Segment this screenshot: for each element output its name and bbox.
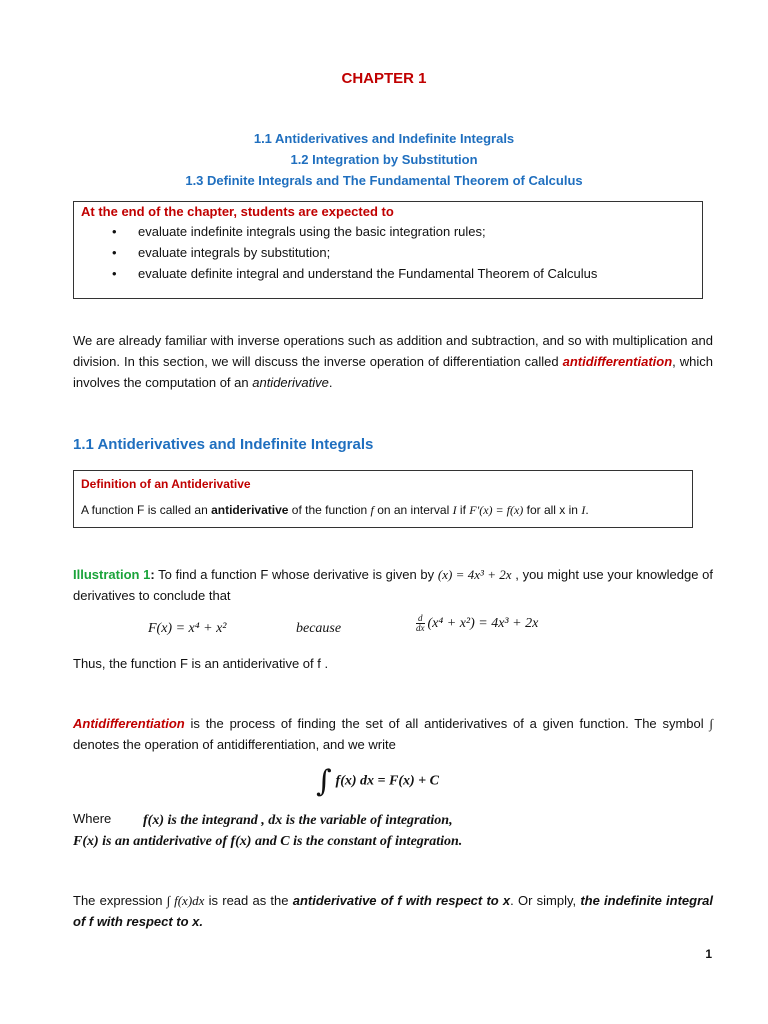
bullet-icon: •	[112, 245, 117, 260]
thus-sentence: Thus, the function F is an antiderivative of f .	[73, 656, 329, 671]
illustration-label: Illustration 1	[73, 567, 151, 582]
integral-symbol: ∫	[316, 764, 332, 799]
objective-item: • evaluate definite integral and understand the Fundamental Theorem of Calculus	[112, 266, 598, 281]
intro-paragraph: We are already familiar with inverse operations such as addition and subtraction, and so with multiplication and division. In this section, we will discuss the inverse operation of differentiation called antidifferentiation, which involves the computation of an antiderivative.	[73, 333, 713, 390]
objective-item: • evaluate indefinite integrals using the basic integration rules;	[112, 224, 486, 239]
equation-lhs: F(x) = x⁴ + x²	[148, 621, 227, 636]
definition-text: A function F is called an antiderivative of the function f on an interval I if F′(x) = f(x) for all x in I.	[81, 503, 589, 517]
chapter-title: CHAPTER 1	[341, 70, 427, 87]
bullet-icon: •	[112, 224, 117, 239]
derivative-fraction: $\frac{d}{dx}$	[416, 613, 425, 633]
where-line-2: F(x) is an antiderivative of f(x) and C is the constant of integration.	[73, 834, 463, 849]
definition-title: Definition of an Antiderivative	[81, 477, 251, 491]
toc-item-3: 1.3 Definite Integrals and The Fundamental Theorem of Calculus	[185, 173, 583, 188]
expression-paragraph: The expression ∫ f(x)dx is read as the antiderivative of f with respect to x. Or simply, the indefinite integral of f with respect to x.	[73, 893, 713, 929]
objectives-box	[73, 201, 703, 299]
definition-box	[73, 470, 693, 528]
equation-because: because	[296, 621, 342, 636]
equation-rhs: $\frac{d}{dx} (x^4 + x^2) = 4x^3 + 2x$	[416, 613, 539, 633]
where-line-1: f(x) is the integrand , dx is the variable of integration,	[143, 813, 453, 828]
page-number: 1	[705, 947, 712, 961]
objective-item: • evaluate integrals by substitution;	[112, 245, 331, 260]
illustration-paragraph: Illustration 1: To find a function F whose derivative is given by (x) = 4x³ + 2x , you might use your knowledge of derivatives to conclude that	[73, 567, 713, 603]
where-label: Where	[73, 811, 112, 826]
term-antidifferentiation: antidifferentiation	[562, 354, 673, 369]
objectives-heading: At the end of the chapter, students are expected to	[81, 204, 394, 219]
toc-item-1: 1.1 Antiderivatives and Indefinite Integrals	[253, 131, 515, 146]
toc-item-2: 1.2 Integration by Substitution	[290, 152, 478, 167]
integral-formula: ∫ f(x) dx = F(x) + C	[316, 764, 439, 799]
antidiff-paragraph: Antidifferentiation is the process of finding the set of all antiderivatives of a given function. The symbol ∫ denotes the operation of antidifferentiation, and we write	[73, 716, 713, 752]
bullet-icon: •	[112, 266, 117, 281]
section-heading: 1.1 Antiderivatives and Indefinite Integrals	[73, 436, 374, 453]
